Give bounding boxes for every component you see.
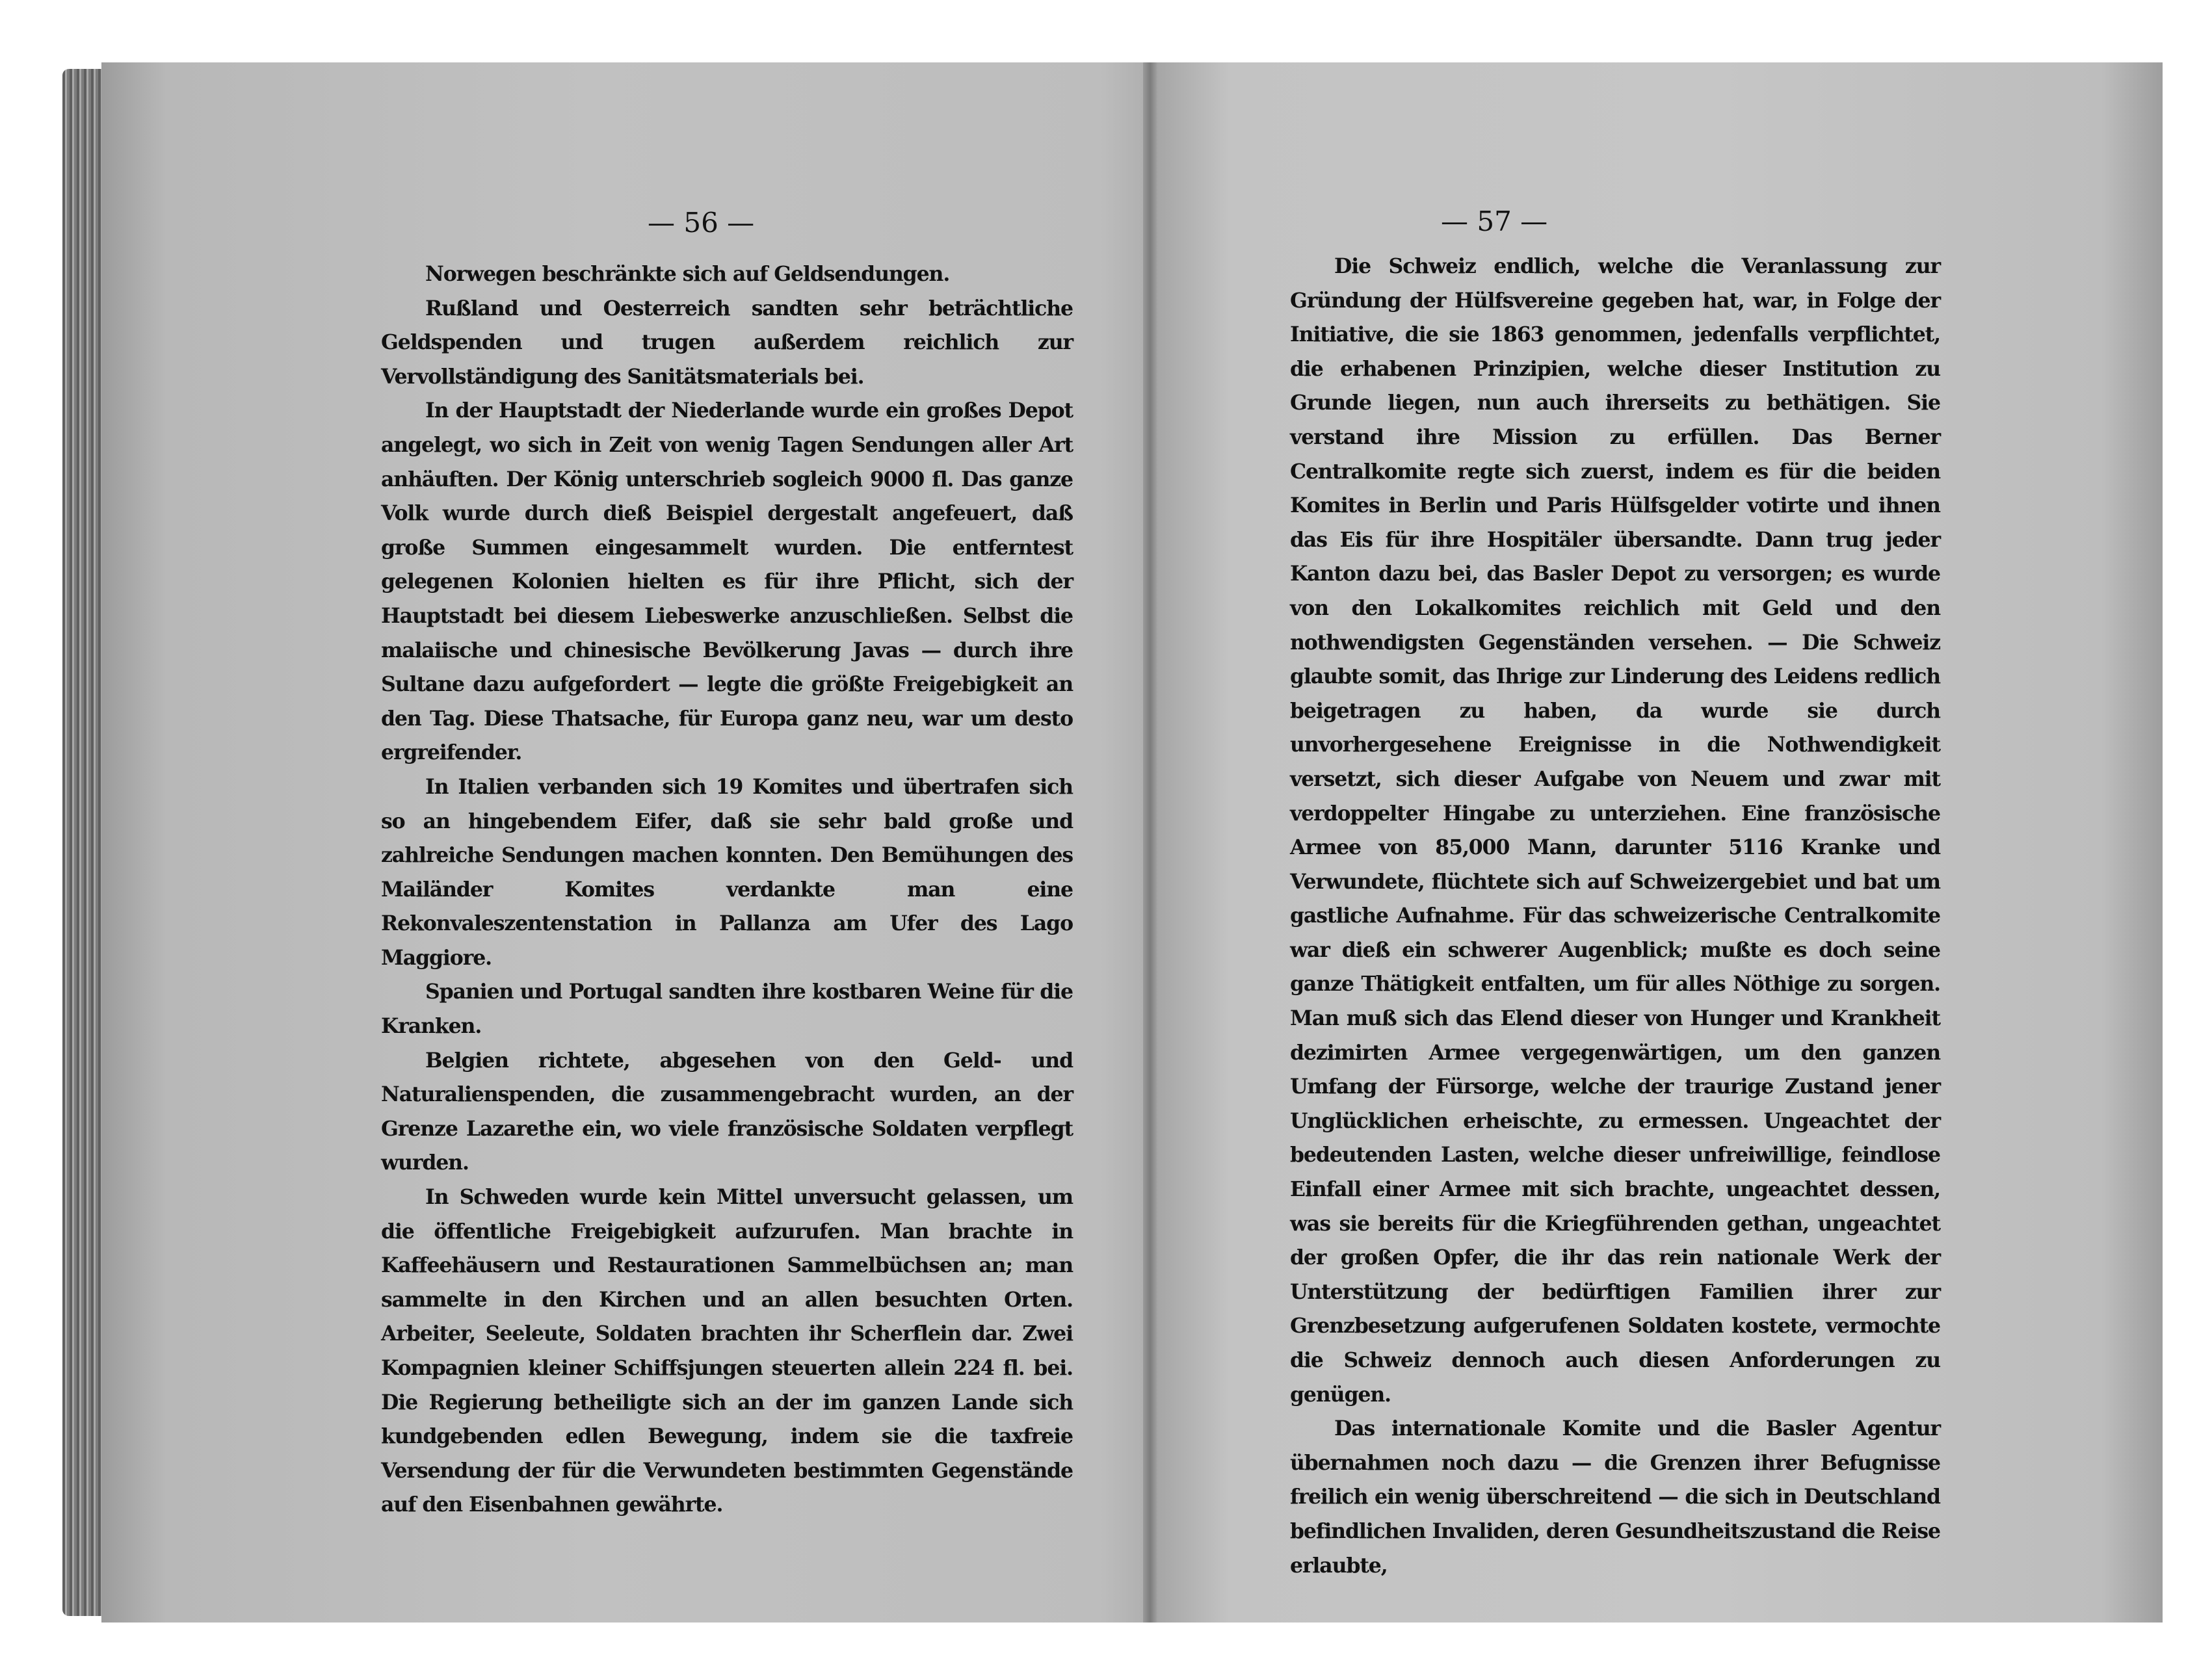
open-book [62, 62, 2163, 1622]
paragraph: In der Hauptstadt der Niederlande wurde ein großes Depot angelegt, wo sich in Zeit von wenig Tagen Sendungen aller Art anhäuften. Der König unterschrieb sogleich 9000 fl. Das ganze Volk wurde durch dieß Beispiel dergestalt angefeuert, daß große Summen eingesammelt wurden. Die entferntest gelegenen Kolonien hielten es für ihre Pflicht, sich der Hauptstadt bei diesem Liebeswerke anzuschließen. Selbst die malaiische und chinesische Bevölkerung Javas — durch ihre Sultane dazu aufgefordert — legte die größte Freigebigkeit an den Tag. Diese Thatsache, für Europa ganz neu, war um desto ergreifender. [381, 398, 1073, 765]
paragraph: Spanien und Portugal sandten ihre kostbaren Weine für die Kranken. [381, 980, 1073, 1039]
paragraph: Die Schweiz endlich, welche die Veranlassung zur Gründung der Hülfsvereine gegeben hat, war, in Folge der Initiative, die sie 1863 genommen, jedenfalls verpflichtet, die erhabenen Prinzipien, welche dieser Institution zu Grunde liegen, nun auch ihrerseits zu bethätigen. Sie verstand ihre Mission zu erfüllen. Das Berner Centralkomite regte sich zuerst, indem es für die beiden Komites in Berlin und Paris Hülfsgelder votirte und ihnen das Eis für ihre Hospitäler übersandte. Dann trug jeder Kanton dazu bei, das Basler Depot zu versorgen; es wurde von den Lokalkomites reichlich mit Geld und den nothwendigsten Gegenständen versehen. — Die Schweiz glaubte somit, das Ihrige zur Linderung des Leidens redlich beigetragen zu haben, da wurde sie durch unvorhergesehene Ereignisse in die Nothwendigkeit versetzt, sich dieser Aufgabe von Neuem und zwar mit verdoppelter Hingabe zu unterziehen. Eine französische Armee von 85,000 Mann, darunter 5116 Kranke und Verwundete, flüchtete sich auf Schweizergebiet und bat um gastliche Aufnahme. Für das schweizerische Centralkomite war dieß ein schwerer Augenblick; mußte es doch seine ganze Thätigkeit entfalten, um für alles Nöthige zu sorgen. Man muß sich das Elend dieser von Hunger und Krankheit dezimirten Armee vergegenwärtigen, um den ganzen Umfang der Fürsorge, welche der traurige Zustand jener Unglücklichen erheischte, zu ermessen. Ungeachtet der bedeutenden Lasten, welche dieser unfreiwillige, feindlose Einfall einer Armee mit sich brachte, ungeachtet dessen, was sie bereits für die Kriegführenden gethan, ungeachtet der großen Opfer, die ihr das rein nationale Werk der Unterstützung der bedürftigen Familien ihrer zur Grenzbesetzung aufgerufenen Soldaten kostete, vermochte die Schweiz dennoch auch diesen Anforderungen zu genügen. [1290, 254, 1940, 1407]
left-page [101, 62, 1187, 1622]
right-page-text [1290, 250, 1940, 1583]
paragraph: In Italien verbanden sich 19 Komites und übertrafen sich so an hingebendem Eifer, daß sie sehr bald große und zahlreiche Sendungen machen konnten. Den Bemühungen des Mailänder Komites verdankte man eine Rekonvaleszentenstation in Pallanza am Ufer des Lago Maggiore. [381, 774, 1073, 970]
paragraph: Das internationale Komite und die Basler Agentur übernahmen noch dazu — die Grenzen ihrer Befugnisse freilich ein wenig überschreitend — die sich in Deutschland befindlichen Invaliden, deren Gesundheitszustand die Reise erlaubte, [1290, 1416, 1940, 1578]
right-page [1148, 62, 2163, 1622]
left-page-text [381, 257, 1073, 1522]
paragraph: Norwegen beschränkte sich auf Geldsendungen. [425, 262, 950, 286]
paragraph: Belgien richtete, abgesehen von den Geld- und Naturalienspenden, die zusammengebracht wurden, an der Grenze Lazarethe ein, wo viele französische Soldaten verpflegt wurden. [381, 1048, 1073, 1175]
paragraph: Rußland und Oesterreich sandten sehr beträchtliche Geldspenden und trugen außerdem reichlich zur Vervollständigung des Sanitätsmaterials bei. [381, 296, 1073, 389]
paragraph: In Schweden wurde kein Mittel unversucht gelassen, um die öffentliche Freigebigkeit aufzurufen. Man brachte in Kaffeehäusern und Restaurationen Sammelbüchsen an; man sammelte in den Kirchen und an allen besuchten Orten. Arbeiter, Seeleute, Soldaten brachten ihr Scherflein dar. Zwei Kompagnien kleiner Schiffsjungen steuerten allein 224 fl. bei. Die Regierung betheiligte sich an der im ganzen Lande sich kundgebenden edlen Bewegung, indem sie die taxfreie Versendung der für die Verwundeten bestimmten Gegenstände auf den Eisenbahnen gewährte. [381, 1185, 1073, 1517]
book-gutter [1143, 62, 1157, 1622]
page-number-left: — 56 — [648, 207, 755, 239]
page-number-right: — 57 — [1441, 205, 1548, 237]
